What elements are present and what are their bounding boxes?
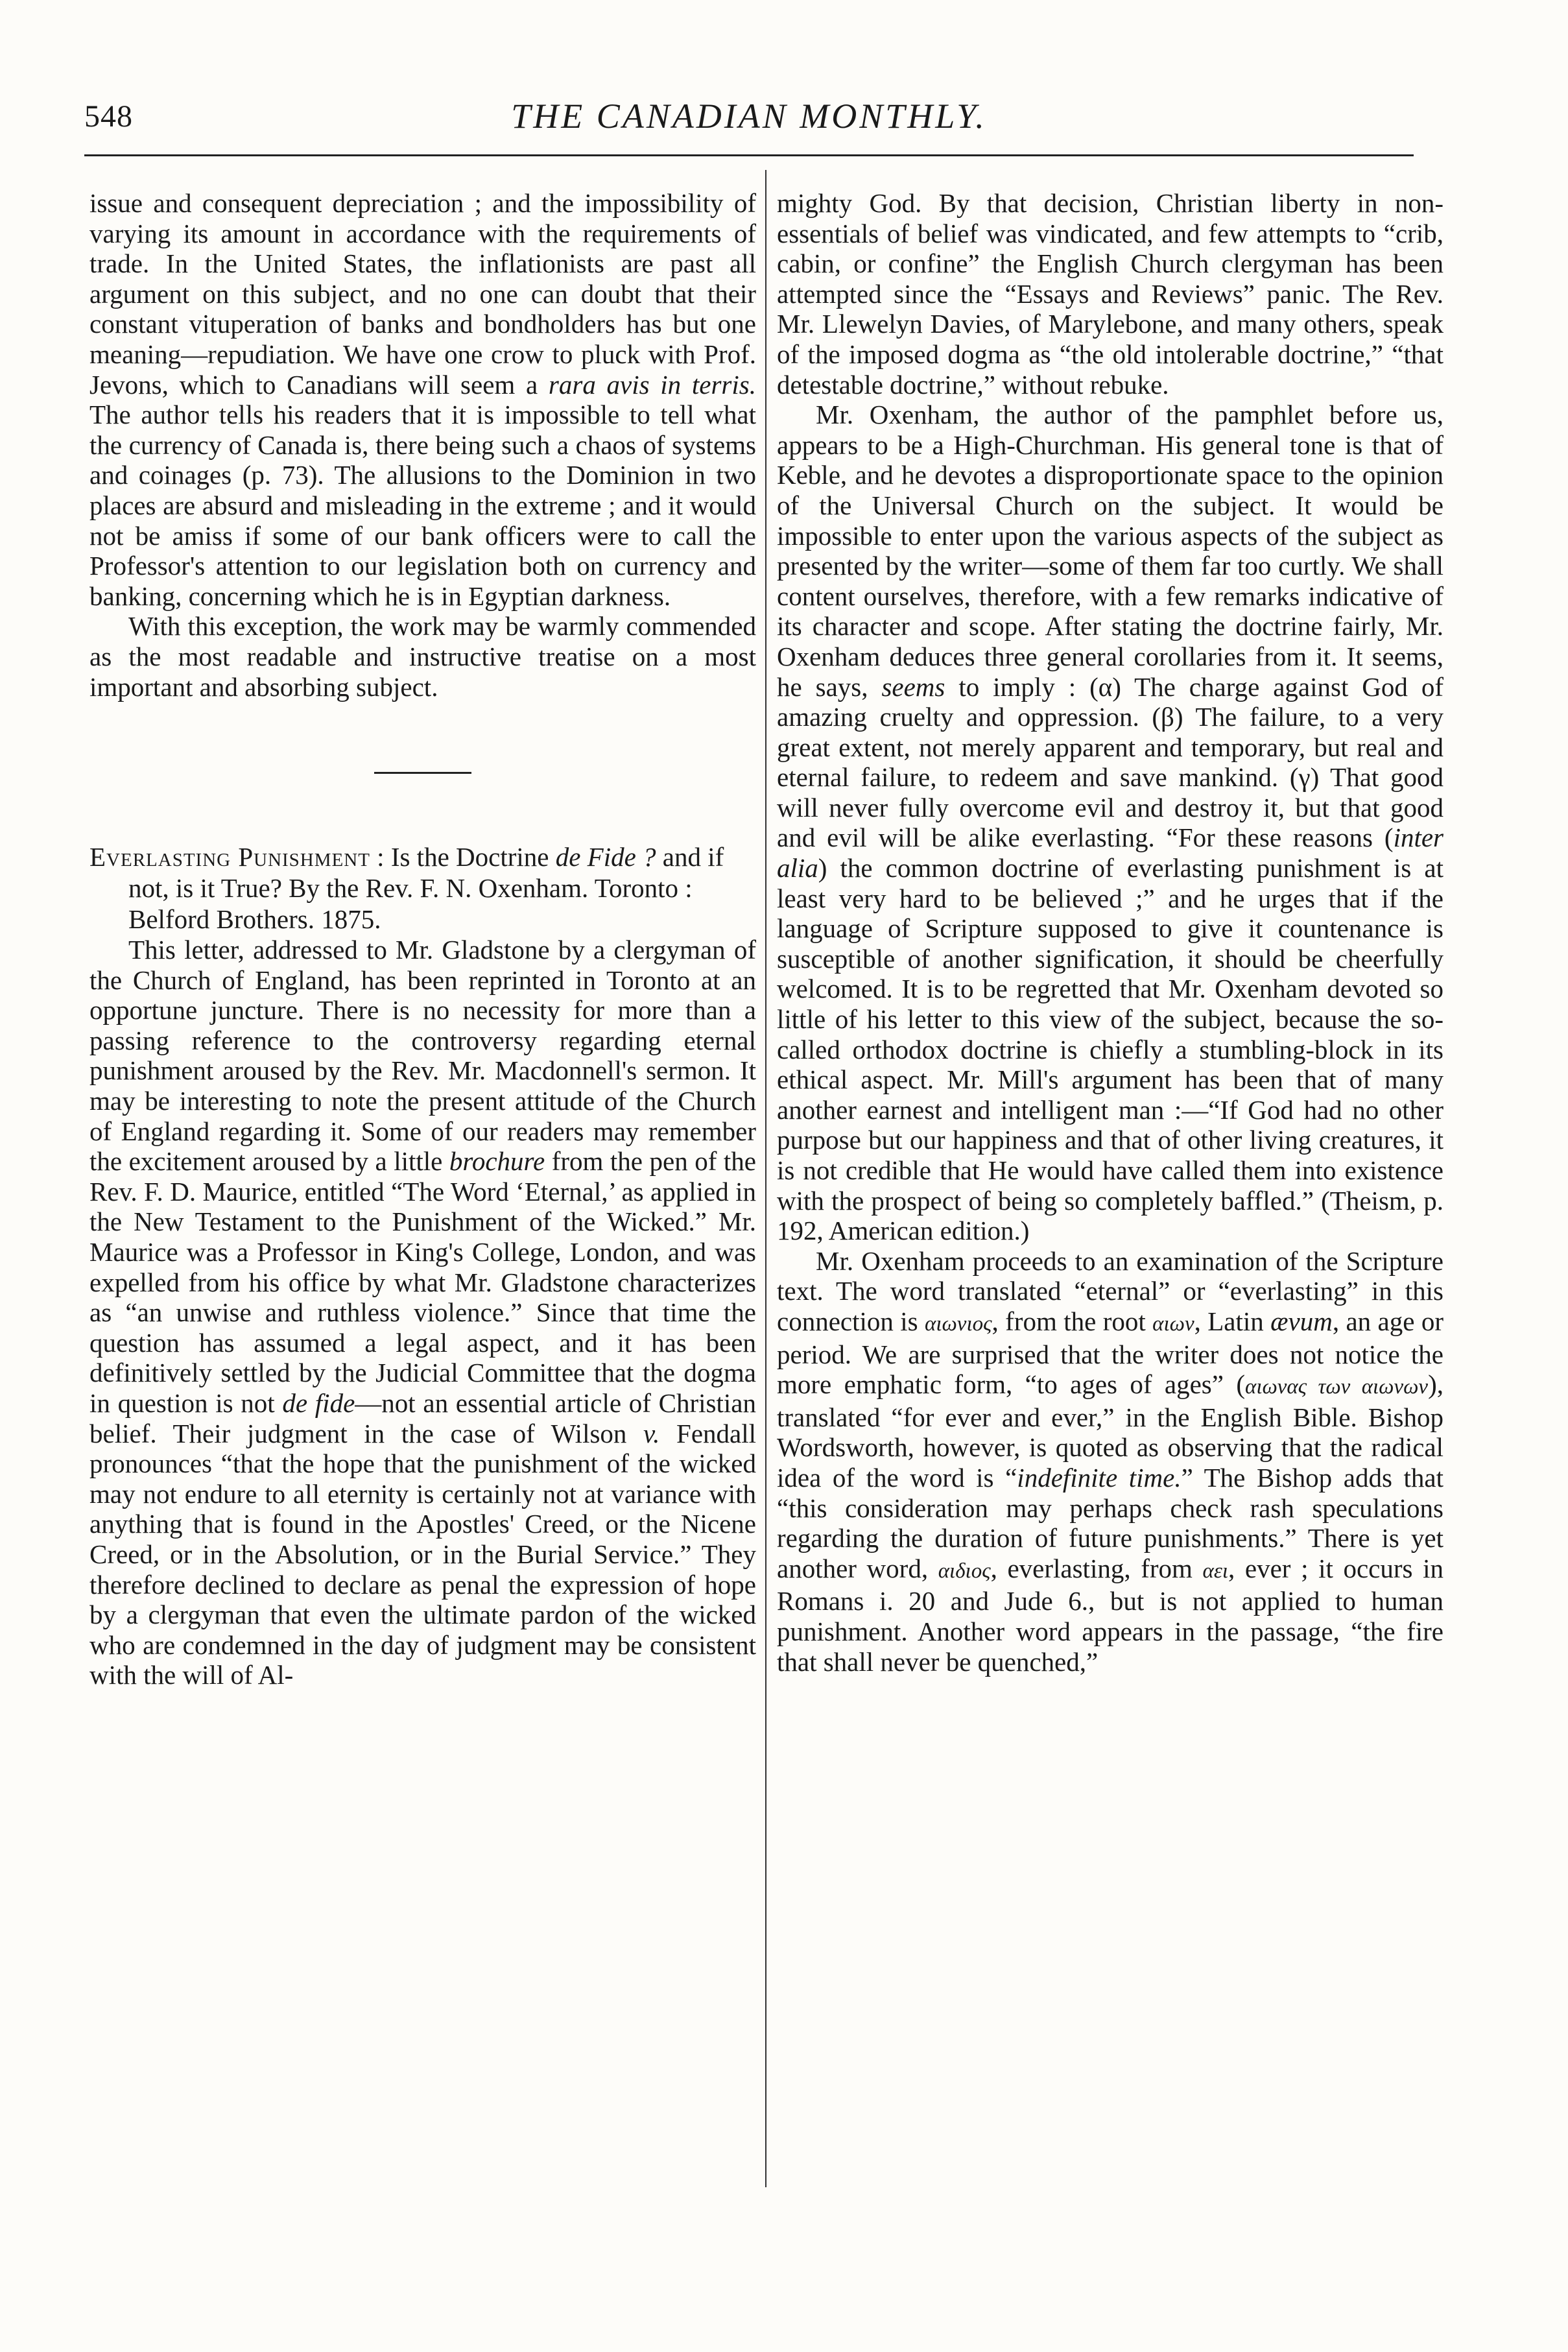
italic-run: de fide [282, 1388, 355, 1418]
paragraph [89, 188, 756, 611]
greek-word: αιωνιος [925, 1312, 992, 1336]
text-run: The author tells his readers that it is impossible to tell what the currency of Canada is, there being such a chaos of systems and coinages (p. 73). The allusions to the Dominion in two places are absurd and misleading in the extreme ; and it would not be amiss if some of our bank officers were to call the Professor's attention to our legislation both on currency and banking, concerning which he is in Egyptian darkness. [89, 400, 756, 611]
text-run: , Latin [1194, 1306, 1271, 1336]
italic-run: ævum [1270, 1306, 1333, 1336]
paragraph: With this exception, the work may be warmly commended as the most readable and instructive treatise on a most important and absorbing subject. [89, 611, 756, 702]
text-run: , from the root [992, 1306, 1153, 1336]
column-divider [765, 170, 766, 2187]
text-run: : Is the Doctrine [370, 842, 556, 872]
text-run: Mr. Oxenham, the author of the pamphlet before us, appears to be a High-Churchman. His general tone is that of Keble, and he devotes a disproportionate space to the opinion of the Universal Church on the subject. It would be impossible to enter upon the various aspects of the subject as presented by the writer—some of them far too curtly. We shall content ourselves, therefore, with a few remarks indicative of its character and scope. After stating the doctrine fairly, Mr. Oxenham deduces three general corollaries from it. It seems, he says, [777, 400, 1443, 702]
page-number: 548 [84, 99, 133, 134]
text-run: , ever ; it occurs in Romans i. 20 and Jude 6., but is not applied to human punishment. Another word appears in the passage, “the fire that shall never be quenched,” [777, 1553, 1444, 1677]
greek-word: αιων [1152, 1312, 1194, 1336]
text-run: , everlasting, from [990, 1553, 1203, 1583]
paragraph: mighty God. By that decision, Christian liberty in non-essentials of belief was vindicated, and few attempts to “crib, cabin, or confine” the English Church clergyman has been attempted since the “Essays and Reviews” panic. The Rev. Mr. Llewelyn Davies, of Marylebone, and many others, speak of the imposed dogma as “the old intolerable doctrine,” “that detestable doctrine,” without rebuke. [777, 188, 1443, 400]
running-title: THE CANADIAN MONTHLY. [511, 97, 987, 136]
header-rule [84, 154, 1414, 156]
italic-run: inter alia [777, 822, 1443, 883]
paragraph [89, 935, 756, 1690]
text-run: from the pen of the Rev. F. D. Maurice, entitled “The Word ‘Eternal,’ as applied in the New Testament to the Punishment of the Wicked.” Mr. Maurice was a Professor in King's College, London, and was expelled from his office by what Mr. Gladstone characterizes as “an unwise and ruthless violence.” Since that time the question has assumed a legal aspect, and it has been definitively settled by the Judicial Committee that the dogma in question is not [89, 1146, 756, 1418]
text-run: and if not, is it True? By the Rev. F. N. Oxenham. Toronto : Belford Brothers. 1875. [128, 842, 724, 935]
text-run: This letter, addressed to Mr. Gladstone by a clergyman of the Church of England, has been reprinted in Toronto at an opportune juncture. There is no necessity for more than a passing reference to the controversy regarding eternal punishment aroused by the Rev. Mr. Macdonnell's sermon. It may be interesting to note the present attitude of the Church of England regarding it. Some of our readers may remember the excitement aroused by a little [89, 935, 756, 1177]
text-run: ), translated “for ever and ever,” in the English Bible. Bishop Wordsworth, however, is quoted as observing that the radical idea of the word is “ [777, 1369, 1443, 1493]
italic-run: indefinite time. [1017, 1462, 1182, 1493]
right-column [777, 188, 1443, 1677]
paragraph [777, 400, 1443, 1246]
text-run: issue and consequent depreciation ; and the impossibility of varying its amount in accordance with the requirements of trade. In the United States, the inflationists are past all argument on this subject, and no one can doubt that their constant vituperation of banks and bondholders has but one meaning—repudiation. We have one crow to pluck with Prof. Jevons, which to Canadians will seem a [89, 188, 756, 400]
text-run: Fendall pronounces “that the hope that the punishment of the wicked may not endure to all eternity is certainly not at variance with anything that is found in the Apostles' Creed, or the Nicene Creed, or in the Absolution, or in the Burial Service.” They therefore declined to declare as penal the expression of hope by a clergyman that even the ultimate pardon of the wicked who are condemned in the day of judgment may be consistent with the will of Al- [89, 1418, 756, 1690]
italic-run: rara avis in terris. [548, 369, 756, 400]
review-title: Everlasting Punishment [89, 842, 370, 872]
text-run: to imply : (α) The charge against God of amazing cruelty and oppression. (β) The failure, to a very great extent, not merely apparent and temporary, but real and eternal failure, to redeem and save mankind. (γ) That good will never fully overcome evil and destroy it, but that good and evil will be alike everlasting. “For these reasons ( [777, 671, 1443, 853]
italic-run: seems [881, 671, 945, 702]
italic-run: de Fide ? [555, 842, 656, 872]
italic-run: brochure [449, 1146, 545, 1177]
section-divider-rule [374, 772, 471, 774]
running-header [84, 88, 1414, 147]
greek-word: αιδιος [938, 1559, 991, 1583]
text-run: ) the common doctrine of everlasting punishment is at least very hard to be believed ;” and he urges that if the language of Scripture supposed to give it countenance is susceptible of another signification, it should be cheerfully welcomed. It is to be regretted that Mr. Oxenham devoted so little of his letter to this view of the subject, because the so-called orthodox doctrine is chiefly a stumbling-block in its ethical aspect. Mr. Mill's argument has been that of many another earnest and intelligent man :—“If God had no other purpose but our happiness and that of other living creatures, it is not credible that He would have called them into existence with the prospect of being so completely baffled.” (Theism, p. 192, American edition.) [777, 853, 1443, 1246]
review-heading [89, 841, 756, 935]
greek-word: αιωνας των αιωνων [1245, 1375, 1429, 1399]
text-run: , an age or period. We are surprised that the writer does not notice the more emphatic form, “to ages of ages” ( [777, 1306, 1443, 1400]
left-column [89, 188, 756, 1690]
paragraph [777, 1246, 1443, 1677]
italic-run: v. [643, 1418, 660, 1448]
text-run: Mr. Oxenham proceeds to an examination of the Scripture text. The word translated “eternal” or “everlasting” in this connection is [777, 1245, 1443, 1336]
text-run: —not an essential article of Christian belief. Their judgment in the case of Wilson [89, 1388, 756, 1448]
greek-word: αει [1202, 1559, 1229, 1583]
text-run: ” The Bishop adds that “this consideration may perhaps check rash speculations regarding the duration of future punishments.” There is yet another word, [777, 1462, 1443, 1583]
